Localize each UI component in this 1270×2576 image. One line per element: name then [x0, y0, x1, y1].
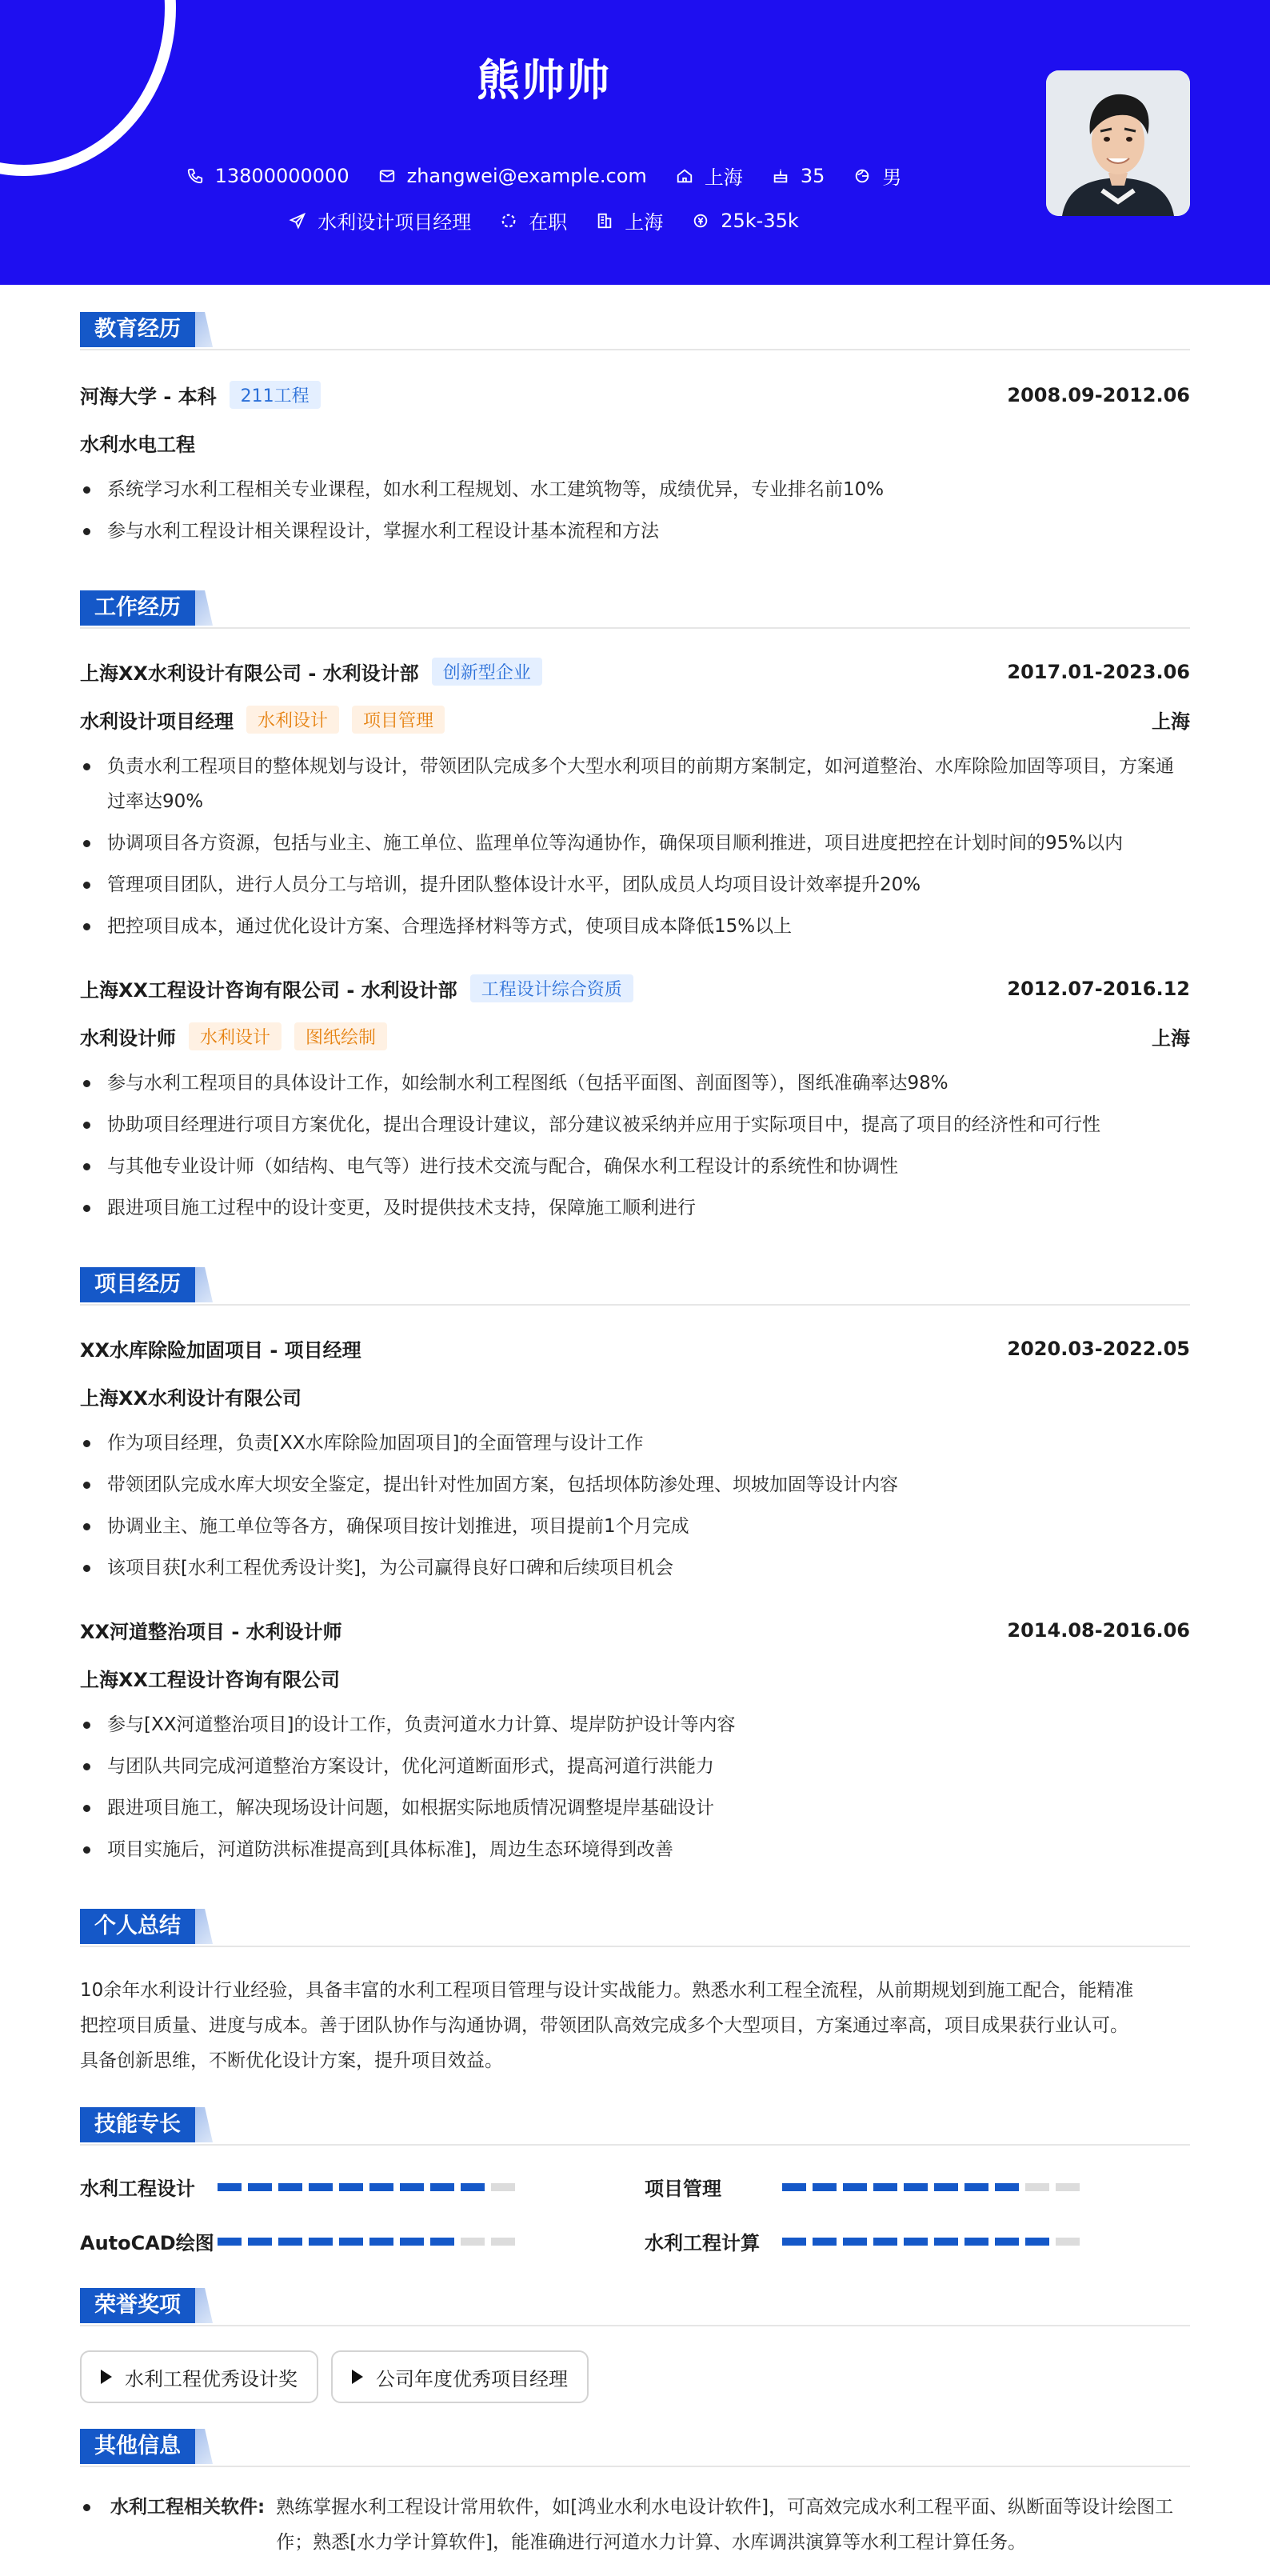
- gender-item: [853, 162, 901, 190]
- skill-segment: [430, 2183, 454, 2191]
- section-title-work: 工作经历: [80, 590, 213, 626]
- skill-tag: 项目管理: [352, 706, 445, 734]
- list-item: 带领团队完成水库大坝安全鉴定，提出针对性加固方案，包括坝体防渗处理、坝坡加固等设计内容: [80, 1467, 1190, 1502]
- target-city-text: 上海: [625, 211, 664, 234]
- skill-segment: [400, 2238, 424, 2246]
- company-badge: 工程设计综合资质: [470, 974, 633, 1002]
- education-header: [80, 381, 1190, 409]
- skill-tag: 水利设计: [246, 706, 339, 734]
- project-company: 上海XX水利设计有限公司: [80, 1387, 302, 1410]
- skill-segment: [339, 2183, 363, 2191]
- list-item: 作为项目经理，负责[XX水库除险加固项目]的全面管理与设计工作: [80, 1426, 1190, 1461]
- city-text: 上海: [704, 166, 743, 189]
- project-header: [80, 1334, 1190, 1362]
- school-name: 河海大学 - 本科: [80, 386, 217, 408]
- job-header: [80, 658, 1190, 686]
- list-item: 系统学习水利工程相关专业课程，如水利工程规划、水工建筑物等，成绩优异，专业排名前10%: [80, 472, 1190, 507]
- play-icon: [101, 2370, 112, 2384]
- mail-icon: [378, 167, 396, 185]
- list-item: 把控项目成本，通过优化设计方案、合理选择材料等方式，使项目成本降低15%以上: [80, 909, 1190, 944]
- list-item: 管理项目团队，进行人员分工与培训，提升团队整体设计水平，团队成员人均项目设计效率提升20%: [80, 867, 1190, 902]
- position-item: [289, 206, 471, 234]
- section-divider: [80, 1304, 1190, 1306]
- section-divider: [80, 349, 1190, 350]
- list-item: 负责水利工程项目的整体规划与设计，带领团队完成多个大型水利项目的前期方案制定，如河道整治、水库除险加固等项目，方案通过率达90%: [80, 749, 1190, 819]
- skill-segment: [218, 2238, 242, 2246]
- candidate-name: 熊帅帅: [477, 55, 611, 106]
- company-name: 上海XX水利设计有限公司 - 水利设计部: [80, 662, 419, 685]
- skill-segment: [369, 2238, 393, 2246]
- skill-segment: [218, 2183, 242, 2191]
- education-date: 2008.09-2012.06: [1007, 383, 1190, 406]
- job-intent-row: [0, 206, 1088, 234]
- contact-row: [0, 162, 1088, 190]
- skill-segment: [369, 2183, 393, 2191]
- salary-text: 25k-35k: [721, 209, 799, 232]
- list-item: 项目实施后，河道防洪标准提高到[具体标准]，周边生态环境得到改善: [80, 1832, 1190, 1867]
- skill-segment: [309, 2238, 333, 2246]
- skill-segment: [1025, 2238, 1049, 2246]
- list-item: 与团队共同完成河道整治方案设计，优化河道断面形式，提高河道行洪能力: [80, 1749, 1190, 1784]
- section-title-awards: 荣誉奖项: [80, 2288, 213, 2323]
- skill-segment: [400, 2183, 424, 2191]
- phone-item: [186, 165, 349, 187]
- section-divider: [80, 2325, 1190, 2326]
- skill-segment: [843, 2238, 867, 2246]
- section-title-skills: 技能专长: [80, 2107, 213, 2142]
- job-location: 上海: [1152, 710, 1190, 733]
- cake-icon: [772, 167, 789, 185]
- project-name: XX河道整治项目 - 水利设计师: [80, 1621, 342, 1643]
- target-city-item: [596, 206, 663, 234]
- job-date: 2012.07-2016.12: [1007, 977, 1190, 1000]
- list-item: 跟进项目施工过程中的设计变更，及时提供技术支持，保障施工顺利进行: [80, 1190, 1190, 1226]
- skill-segment: [904, 2238, 928, 2246]
- skill-level-bar: [218, 2183, 521, 2191]
- job-bullets: [80, 1066, 1190, 1232]
- section-divider: [80, 627, 1190, 629]
- skill-item: 水利工程计算: [645, 2227, 1086, 2255]
- email-item: [378, 165, 647, 187]
- section-title-education: 教育经历: [80, 312, 213, 347]
- list-item: 跟进项目施工，解决现场设计问题，如根据实际地质情况调整堤岸基础设计: [80, 1790, 1190, 1826]
- project-date: 2014.08-2016.06: [1007, 1618, 1190, 1642]
- gender-icon: [853, 167, 871, 185]
- skill-segment: [1056, 2183, 1080, 2191]
- skill-segment: [934, 2238, 958, 2246]
- job-role: 水利设计师: [80, 1027, 176, 1050]
- gender-text: 男: [882, 166, 902, 189]
- list-item: 参与水利工程项目的具体设计工作，如绘制水利工程图纸（包括平面图、剖面图等），图纸准确率达98%: [80, 1066, 1190, 1101]
- skill-segment: [843, 2183, 867, 2191]
- job-role: 水利设计项目经理: [80, 710, 234, 733]
- status-text: 在职: [529, 211, 568, 234]
- skill-segment: [309, 2183, 333, 2191]
- skill-segment: [491, 2183, 515, 2191]
- education-major-row: [80, 429, 1190, 457]
- job-location: 上海: [1152, 1027, 1190, 1050]
- skill-segment: [248, 2183, 272, 2191]
- coin-icon: [692, 212, 709, 230]
- list-item: 协调业主、施工单位等各方，确保项目按计划推进，项目提前1个月完成: [80, 1509, 1190, 1544]
- section-title-other: 其他信息: [80, 2429, 213, 2464]
- skill-segment: [813, 2238, 837, 2246]
- phone-icon: [186, 167, 204, 185]
- skill-level-bar: [782, 2183, 1086, 2191]
- project-bullets: [80, 1426, 1190, 1592]
- skill-segment: [491, 2238, 515, 2246]
- project-bullets: [80, 1707, 1190, 1874]
- play-icon: [352, 2370, 363, 2384]
- salary-item: [692, 210, 799, 232]
- summary-text: 10余年水利设计行业经验，具备丰富的水利工程项目管理与设计实战能力。熟悉水利工程全流程，从前期规划到施工配合，能精准 把控项目质量、进度与成本。善于团队协作与沟通协调，带领团队高效完成多个大型项目，方案通过率高，项目成果获行业认可。 具备创新思维，不断优化设计方案，提升项目效益。: [80, 1980, 1134, 2071]
- company-name: 上海XX工程设计咨询有限公司 - 水利设计部: [80, 979, 457, 1002]
- major: 水利水电工程: [80, 434, 195, 456]
- section-divider: [80, 2466, 1190, 2467]
- skill-segment: [964, 2238, 988, 2246]
- section-title-summary: 个人总结: [80, 1909, 213, 1944]
- other-text: 熟练掌握水利工程设计常用软件，如[鸿业水利水电设计软件]，可高效完成水利工程平面、纵断面等设计绘图工作；熟悉[水力学计算软件]，能准确进行河道水力计算、水库调洪演算等水利工程计算任务。: [276, 2497, 1174, 2553]
- section-title-projects: 项目经历: [80, 1267, 213, 1302]
- skill-segment: [904, 2183, 928, 2191]
- skill-segment: [813, 2183, 837, 2191]
- job-bullets: [80, 749, 1190, 950]
- job-role-row: [80, 706, 1190, 734]
- home-icon: [676, 167, 693, 185]
- list-item: 参与[XX河道整治项目]的设计工作，负责河道水力计算、堤岸防护设计等内容: [80, 1707, 1190, 1742]
- project-header: [80, 1616, 1190, 1644]
- skill-segment: [430, 2238, 454, 2246]
- list-item: 协调项目各方资源，包括与业主、施工单位、监理单位等沟通协作，确保项目顺利推进，项目进度把控在计划时间的95%以内: [80, 826, 1190, 861]
- skill-segment: [995, 2238, 1019, 2246]
- section-divider: [80, 2144, 1190, 2146]
- skill-segment: [461, 2183, 485, 2191]
- age-item: [772, 165, 825, 187]
- job-role-row: [80, 1022, 1190, 1050]
- skill-segment: [278, 2238, 302, 2246]
- project-date: 2020.03-2022.05: [1007, 1337, 1190, 1360]
- skill-tag: 图纸绘制: [294, 1022, 387, 1050]
- award-chip: 水利工程优秀设计奖: [80, 2350, 318, 2403]
- section-divider: [80, 1946, 1190, 1947]
- award-chip: 公司年度优秀项目经理: [331, 2350, 589, 2403]
- list-item: 参与水利工程设计相关课程设计，掌握水利工程设计基本流程和方法: [80, 514, 1190, 549]
- project-company-row: [80, 1382, 1190, 1410]
- city-item: [676, 162, 743, 190]
- skill-segment: [461, 2238, 485, 2246]
- job-header: [80, 974, 1190, 1002]
- project-name: XX水库除险加固项目 - 项目经理: [80, 1339, 361, 1362]
- skill-item: 项目管理: [645, 2173, 1086, 2201]
- send-icon: [289, 212, 306, 230]
- skill-segment: [964, 2183, 988, 2191]
- skill-segment: [995, 2183, 1019, 2191]
- age-text: 35: [800, 164, 825, 187]
- skill-segment: [873, 2183, 897, 2191]
- email-text: zhangwei@example.com: [406, 164, 647, 187]
- other-info-item: [80, 2490, 1190, 2560]
- education-bullets: [80, 472, 1190, 555]
- project-company: 上海XX工程设计咨询有限公司: [80, 1669, 341, 1691]
- list-item: 该项目获[水利工程优秀设计奖]，为公司赢得良好口碑和后续项目机会: [80, 1550, 1190, 1586]
- skill-segment: [873, 2238, 897, 2246]
- skill-item: AutoCAD绘图: [80, 2227, 521, 2255]
- skill-level-bar: [218, 2238, 521, 2246]
- project-company-row: [80, 1664, 1190, 1692]
- status-item: [500, 206, 567, 234]
- skill-segment: [1056, 2238, 1080, 2246]
- resume-header: [0, 0, 1270, 285]
- skill-level-bar: [782, 2238, 1086, 2246]
- job-date: 2017.01-2023.06: [1007, 660, 1190, 683]
- phone-text: 13800000000: [214, 164, 349, 187]
- skill-segment: [782, 2238, 806, 2246]
- skill-tag: 水利设计: [189, 1022, 282, 1050]
- list-item: 协助项目经理进行项目方案优化，提出合理设计建议，部分建议被采纳并应用于实际项目中，提高了项目的经济性和可行性: [80, 1107, 1190, 1142]
- skill-segment: [782, 2183, 806, 2191]
- school-badge: 211工程: [230, 381, 321, 409]
- skill-segment: [278, 2183, 302, 2191]
- skill-segment: [248, 2238, 272, 2246]
- loading-icon: [500, 212, 517, 230]
- position-text: 水利设计项目经理: [318, 211, 472, 234]
- list-item: 与其他专业设计师（如结构、电气等）进行技术交流与配合，确保水利工程设计的系统性和协调性: [80, 1149, 1190, 1184]
- skill-segment: [339, 2238, 363, 2246]
- skill-segment: [934, 2183, 958, 2191]
- profile-photo: [1046, 70, 1190, 216]
- skill-segment: [1025, 2183, 1049, 2191]
- company-badge: 创新型企业: [432, 658, 542, 686]
- skill-item: 水利工程设计: [80, 2173, 521, 2201]
- building-icon: [596, 212, 613, 230]
- other-label: 水利工程相关软件:: [110, 2497, 266, 2518]
